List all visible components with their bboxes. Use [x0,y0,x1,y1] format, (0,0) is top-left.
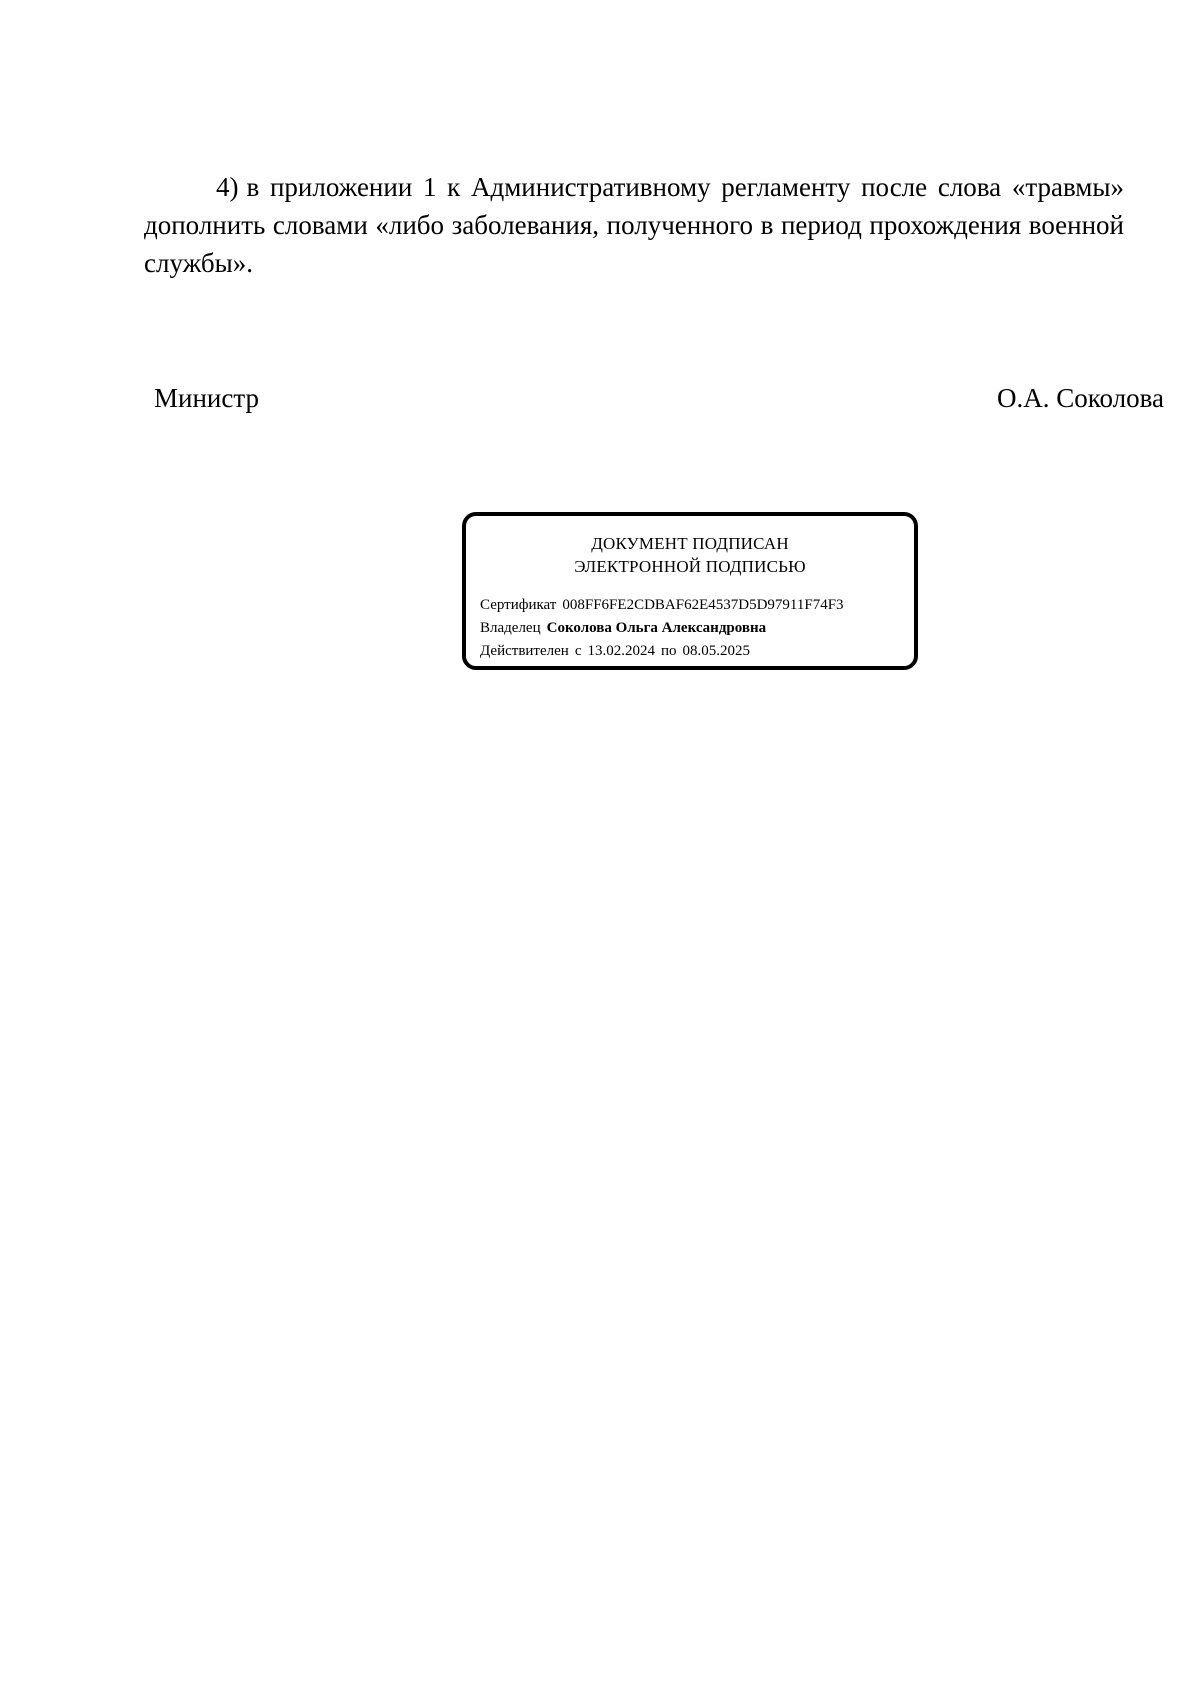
valid-to-word: по [660,643,677,659]
paragraph-text: в приложении 1 к Административному регламенту после слова «травмы» дополнить словами «либо заболевания, полученного в период прохождения военной службы». [144,172,1124,278]
signer-name: О.А. Соколова [997,383,1164,413]
stamp-title-line-2: ЭЛЕКТРОННОЙ ПОДПИСЬЮ [574,557,806,576]
valid-to-date: 08.05.2025 [682,643,751,659]
amendment-paragraph [144,168,1124,282]
stamp-title-line-1: ДОКУМЕНТ ПОДПИСАН [591,534,789,553]
validity-line [480,640,844,663]
valid-label: Действителен [480,643,569,659]
electronic-signature-stamp [462,512,918,670]
stamp-title [466,532,914,578]
certificate-label: Сертификат [480,597,557,613]
owner-value: Соколова Ольга Александровна [546,620,767,636]
certificate-value: 008FF6FE2CDBAF62E4537D5D97911F74F3 [562,597,844,613]
certificate-line [480,594,844,617]
valid-from-word: с [574,643,582,659]
valid-from-date: 13.02.2024 [587,643,655,659]
paragraph-number: 4) [216,172,239,202]
owner-label: Владелец [480,620,541,636]
owner-line [480,617,844,640]
signer-position: Министр [154,383,259,413]
stamp-details [480,594,844,663]
